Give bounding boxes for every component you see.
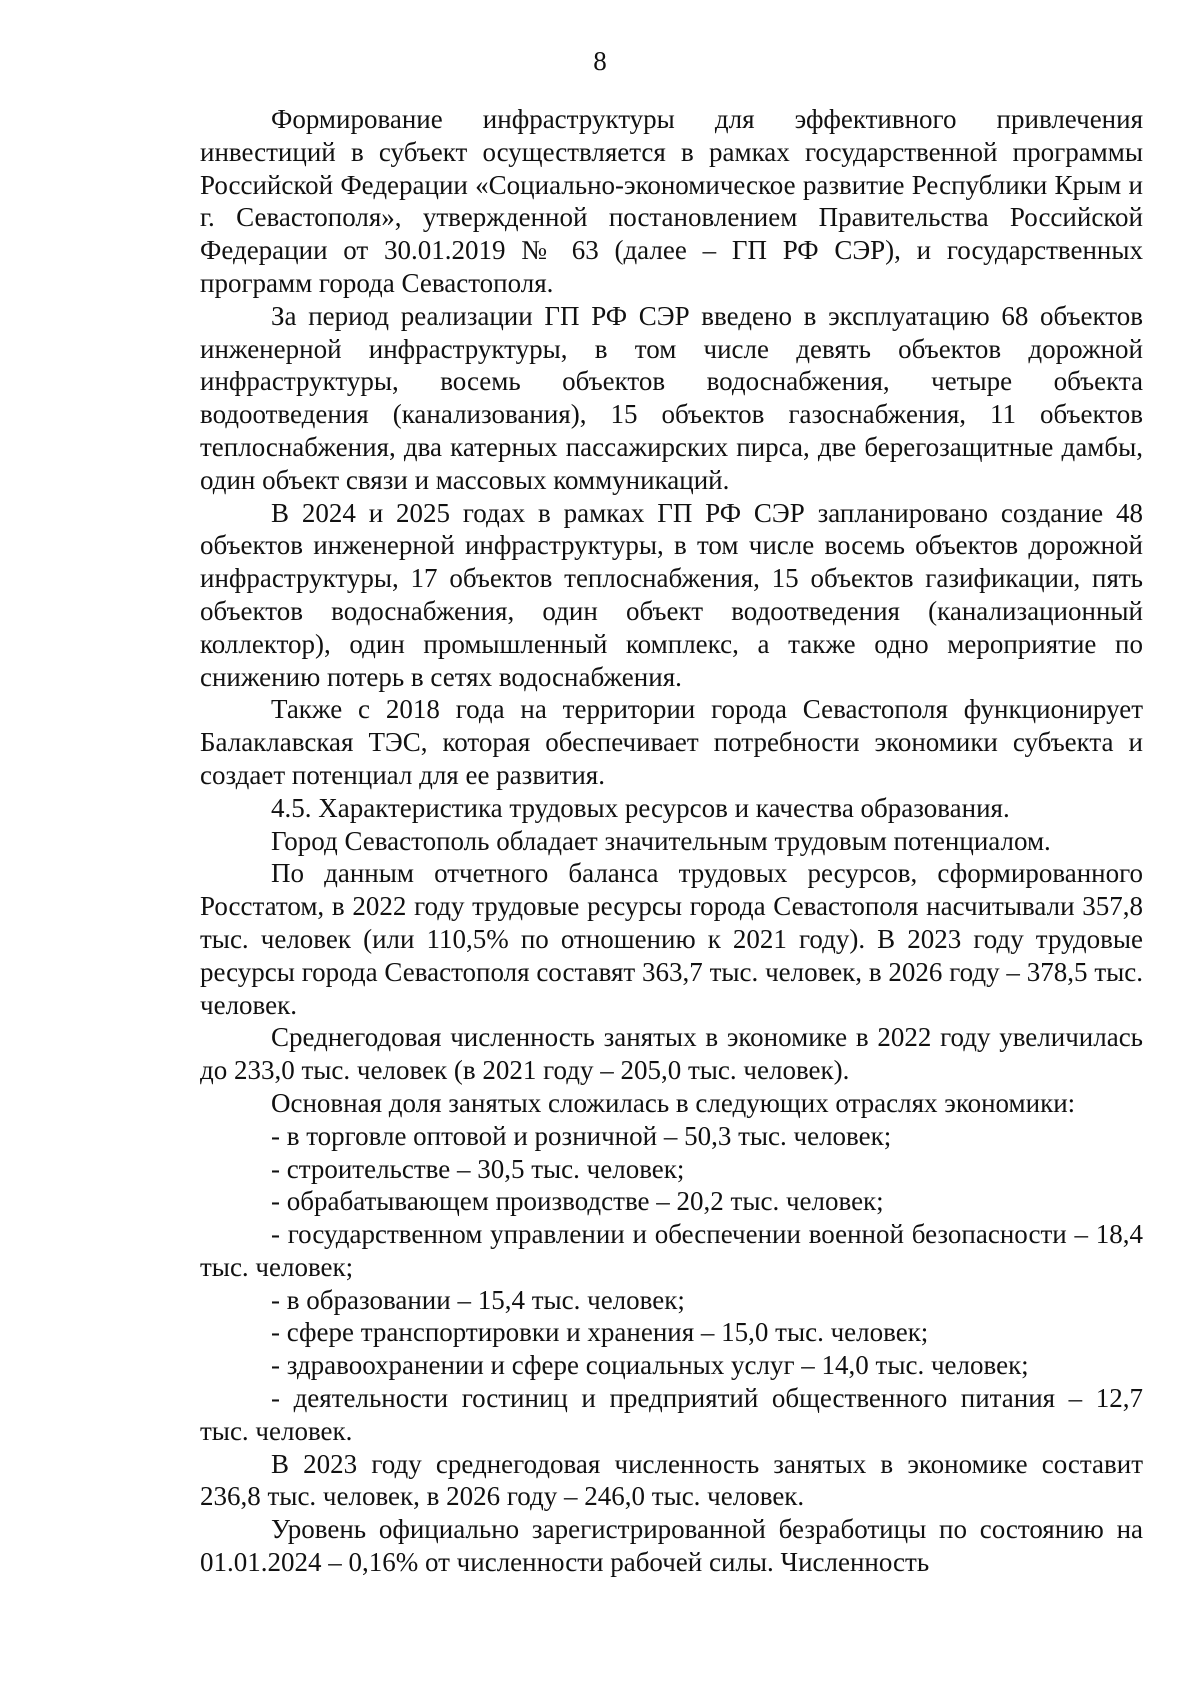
list-item: - в торговле оптовой и розничной – 50,3 тыс. человек; bbox=[271, 1120, 892, 1151]
paragraph-average-employment: Среднегодовая численность занятых в экономике в 2022 году увеличилась до 233,0 тыс. человек (в 2021 году – 205,0 тыс. человек). bbox=[200, 1022, 1143, 1086]
paragraph-labor-balance: По данным отчетного баланса трудовых ресурсов, сформированного Росстатом, в 2022 году трудовые ресурсы города Севастополя насчитывали 357,8 тыс. человек (или 110,5% по отношению к 2021 году). В 2023 году трудовые ресурсы города Севастополя составят 363,7 тыс. человек, в 2026 году – 378,5 тыс. человек. bbox=[200, 858, 1143, 1020]
paragraph-balaklava-tpp: Также с 2018 года на территории города Севастополя функционирует Балаклавская ТЭС, которая обеспечивает потребности экономики субъекта и создает потенциал для ее развития. bbox=[200, 694, 1143, 790]
paragraph-employment-forecast: В 2023 году среднегодовая численность занятых в экономике составит 236,8 тыс. человек, в 2026 году – 246,0 тыс. человек. bbox=[200, 1448, 1143, 1512]
list-item: - обрабатывающем производстве – 20,2 тыс. человек; bbox=[271, 1186, 884, 1217]
list-item: - строительстве – 30,5 тыс. человек; bbox=[271, 1153, 685, 1184]
section-heading-labor-resources: 4.5. Характеристика трудовых ресурсов и качества образования. bbox=[271, 792, 1010, 823]
list-item: - здравоохранении и сфере социальных услуг – 14,0 тыс. человек; bbox=[271, 1350, 1029, 1381]
page-number: 8 bbox=[593, 46, 607, 76]
paragraph-infrastructure-program: Формирование инфраструктуры для эффективного привлечения инвестиций в субъект осуществляется в рамках государственной программы Российской Федерации «Социально-экономическое развитие Республики Крым и г. Севастополя», утвержденной постановлением Правительства Российской Федерации от 30.01.2019 № 63 (далее – ГП РФ СЭР), и государственных программ города Севастополя. bbox=[200, 104, 1143, 298]
document-body bbox=[200, 103, 1143, 1579]
list-item: - сфере транспортировки и хранения – 15,0 тыс. человек; bbox=[271, 1317, 929, 1348]
list-item: - деятельности гостиниц и предприятий общественного питания – 12,7 тыс. человек. bbox=[200, 1383, 1143, 1446]
list-item: - государственном управлении и обеспечении военной безопасности – 18,4 тыс. человек; bbox=[200, 1219, 1143, 1282]
paragraph-planned-objects: В 2024 и 2025 годах в рамках ГП РФ СЭР запланировано создание 48 объектов инженерной инфраструктуры, в том числе восемь объектов дорожной инфраструктуры, 17 объектов теплоснабжения, 15 объектов газификации, пять объектов водоснабжения, один объект водоотведения (канализационный коллектор), один промышленный комплекс, а также одно мероприятие по снижению потерь в сетях водоснабжения. bbox=[200, 497, 1143, 692]
paragraph-employment-sectors-intro: Основная доля занятых сложилась в следующих отраслях экономики: bbox=[271, 1087, 1076, 1118]
paragraph-unemployment: Уровень официально зарегистрированной безработицы по состоянию на 01.01.2024 – 0,16% от численности рабочей силы. Численность bbox=[200, 1514, 1143, 1578]
paragraph-labor-potential: Город Севастополь обладает значительным трудовым потенциалом. bbox=[271, 825, 1051, 856]
list-item: - в образовании – 15,4 тыс. человек; bbox=[271, 1284, 685, 1315]
paragraph-commissioned-objects: За период реализации ГП РФ СЭР введено в эксплуатацию 68 объектов инженерной инфраструктуры, в том числе девять объектов дорожной инфраструктуры, восемь объектов водоснабжения, четыре объекта водоотведения (канализования), 15 объектов газоснабжения, 11 объектов теплоснабжения, два катерных пассажирских пирса, две берегозащитные дамбы, один объект связи и массовых коммуникаций. bbox=[200, 300, 1143, 495]
